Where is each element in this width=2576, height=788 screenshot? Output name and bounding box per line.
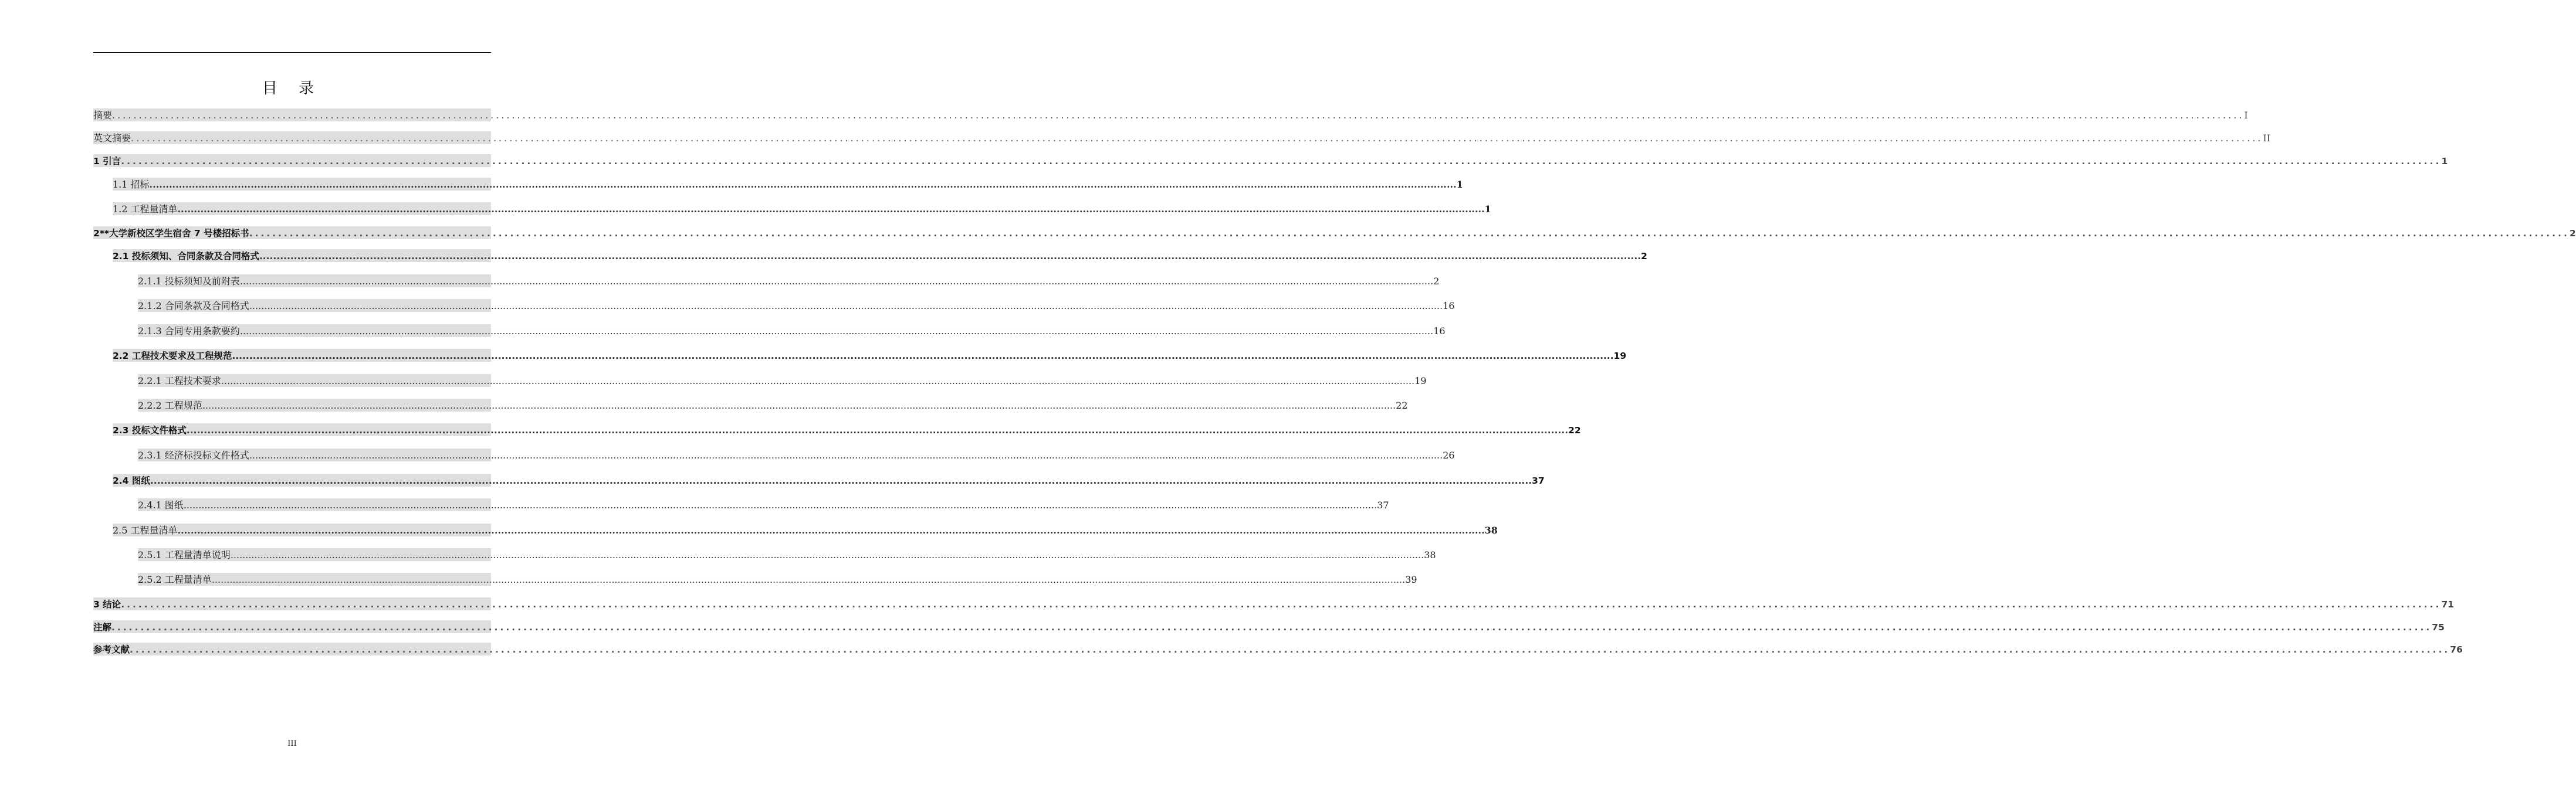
header-rule	[93, 52, 491, 53]
toc-entry-label: 2.1.2 合同条款及合同格式	[138, 300, 249, 311]
toc-leader-dots: ................................................................................................................................................................................................................................................................................................................................................................................................................	[150, 475, 1532, 486]
toc-entry[interactable]	[138, 399, 1408, 412]
toc-leader-dots: ................................................................................................................................................................................................................................................................................................................................................................................................................	[249, 450, 1443, 461]
toc-leader-dots: ................................................................................................................................................................................................................................................................................................................................................................................................................	[186, 425, 1569, 436]
toc-leader-dots: ................................................................................................................................................................................................................................................................................................................................................................................................................	[130, 644, 2450, 655]
toc-entry-label: 2.2 工程技术要求及工程规范	[113, 351, 232, 361]
toc-entry-page: 19	[1613, 351, 1627, 361]
toc-entry-page: 71	[2441, 599, 2455, 610]
toc-leader-dots: ................................................................................................................................................................................................................................................................................................................................................................................................................	[131, 133, 2263, 144]
toc-entry-page: 26	[1443, 450, 1455, 461]
toc-entry-label: 2**大学新校区学生宿舍 7 号楼招标书	[93, 228, 249, 239]
toc-entry-page: I	[2244, 110, 2248, 121]
toc-entry-page: 75	[2432, 622, 2445, 633]
toc-leader-dots: ................................................................................................................................................................................................................................................................................................................................................................................................................	[232, 351, 1614, 361]
toc-entry-page: 38	[1424, 549, 1436, 561]
toc-leader-dots: ................................................................................................................................................................................................................................................................................................................................................................................................................	[249, 300, 1443, 311]
toc-entry-label: 2.2.1 工程技术要求	[138, 375, 221, 386]
toc-entry-label: 参考文献	[93, 644, 130, 655]
toc-entry-page: 1	[1484, 203, 1491, 215]
toc-leader-dots: ................................................................................................................................................................................................................................................................................................................................................................................................................	[259, 251, 1641, 261]
toc-entry-label: 注解	[93, 622, 112, 633]
toc-entry[interactable]	[113, 423, 1581, 436]
toc-entry-label: 2.3 投标文件格式	[113, 425, 187, 436]
toc-entry-label: 摘要	[93, 110, 113, 121]
toc-entry-label: 2.5.1 工程量清单说明	[138, 549, 231, 561]
toc-entry-label: 2.4 图纸	[113, 475, 150, 486]
toc-entry[interactable]	[113, 178, 1463, 191]
toc-entry-page: 2	[1433, 276, 1440, 287]
toc-leader-dots: ................................................................................................................................................................................................................................................................................................................................................................................................................	[121, 599, 2442, 610]
toc-entry-label: 2.1.1 投标须知及前附表	[138, 276, 240, 287]
toc-entry-page: 22	[1396, 400, 1408, 411]
toc-leader-dots: ................................................................................................................................................................................................................................................................................................................................................................................................................	[230, 549, 1424, 561]
toc-entry-page: 37	[1377, 500, 1389, 511]
toc-entry[interactable]	[113, 202, 1491, 215]
toc-entry-page: 2	[2569, 228, 2576, 239]
toc-entry-label: 1 引言	[93, 156, 121, 167]
toc-entry-page: 38	[1484, 525, 1498, 536]
toc-leader-dots: ................................................................................................................................................................................................................................................................................................................................................................................................................	[202, 400, 1396, 411]
toc-entry[interactable]	[138, 449, 1455, 461]
toc-leader-dots: ................................................................................................................................................................................................................................................................................................................................................................................................................	[249, 228, 2570, 239]
toc-entry[interactable]	[93, 643, 2463, 655]
toc-entry[interactable]	[93, 226, 2576, 239]
toc-entry-page: 2	[1641, 251, 1647, 261]
toc-entry-label: 2.2.2 工程规范	[138, 400, 202, 411]
toc-entry-page: 1	[2441, 156, 2448, 167]
toc-entry-label: 3 结论	[93, 599, 121, 610]
toc-entry[interactable]	[93, 154, 2448, 167]
toc-entry-label: 2.5 工程量清单	[113, 525, 178, 536]
toc-entry[interactable]	[138, 548, 1436, 561]
toc-leader-dots: ................................................................................................................................................................................................................................................................................................................................................................................................................	[183, 500, 1377, 511]
toc-entry-page: 16	[1443, 300, 1455, 311]
toc-entry[interactable]	[113, 249, 1647, 262]
toc-leader-dots: ................................................................................................................................................................................................................................................................................................................................................................................................................	[221, 375, 1415, 386]
toc-entry[interactable]	[138, 324, 1446, 337]
toc-entry-label: 2.3.1 经济标投标文件格式	[138, 450, 249, 461]
toc-entry-page: 19	[1414, 375, 1427, 386]
toc-entry[interactable]	[138, 274, 1440, 287]
toc-entry-page: 1	[1456, 179, 1463, 190]
toc-entry-page: 16	[1433, 325, 1446, 337]
toc-entry[interactable]	[93, 108, 2248, 121]
toc-leader-dots: ................................................................................................................................................................................................................................................................................................................................................................................................................	[177, 203, 1485, 215]
toc-entry[interactable]	[138, 299, 1455, 312]
toc-leader-dots: ................................................................................................................................................................................................................................................................................................................................................................................................................	[121, 156, 2442, 167]
toc-entry-label: 2.5.2 工程量清单	[138, 574, 212, 585]
toc-entry[interactable]	[113, 349, 1627, 362]
toc-leader-dots: ................................................................................................................................................................................................................................................................................................................................................................................................................	[149, 179, 1457, 190]
toc-leader-dots: ................................................................................................................................................................................................................................................................................................................................................................................................................	[211, 574, 1406, 585]
toc-entry[interactable]	[138, 573, 1417, 586]
toc-entry[interactable]	[113, 524, 1498, 536]
toc-entry-page: 76	[2450, 644, 2463, 655]
toc-entry-label: 2.1.3 合同专用条款要约	[138, 325, 240, 337]
toc-entry[interactable]	[113, 474, 1545, 487]
toc-leader-dots: ................................................................................................................................................................................................................................................................................................................................................................................................................	[112, 110, 2245, 121]
toc-entry-label: 2.4.1 图纸	[138, 500, 184, 511]
toc-leader-dots: ................................................................................................................................................................................................................................................................................................................................................................................................................	[239, 325, 1434, 337]
toc-title: 目 录	[262, 80, 323, 97]
toc-entry-page: 22	[1568, 425, 1581, 436]
toc-entry-page: 39	[1405, 574, 1417, 585]
toc-entry[interactable]	[138, 374, 1427, 387]
toc-entry[interactable]	[93, 131, 2271, 144]
toc-entry-label: 英文摘要	[93, 133, 131, 144]
toc-entry-page: 37	[1532, 475, 1545, 486]
toc-entry-label: 2.1 投标须知、合同条款及合同格式	[113, 251, 259, 261]
toc-entry[interactable]	[93, 597, 2455, 610]
toc-entry[interactable]	[138, 498, 1389, 511]
page-number: III	[287, 739, 297, 748]
toc-entry-label: 1.2 工程量清单	[113, 203, 178, 215]
toc-leader-dots: ................................................................................................................................................................................................................................................................................................................................................................................................................	[111, 622, 2432, 633]
toc-leader-dots: ................................................................................................................................................................................................................................................................................................................................................................................................................	[239, 276, 1434, 287]
toc-entry-label: 1.1 招标	[113, 179, 150, 190]
toc-leader-dots: ................................................................................................................................................................................................................................................................................................................................................................................................................	[177, 525, 1485, 536]
toc-entry[interactable]	[93, 620, 2445, 633]
toc-entry-page: II	[2263, 133, 2271, 144]
